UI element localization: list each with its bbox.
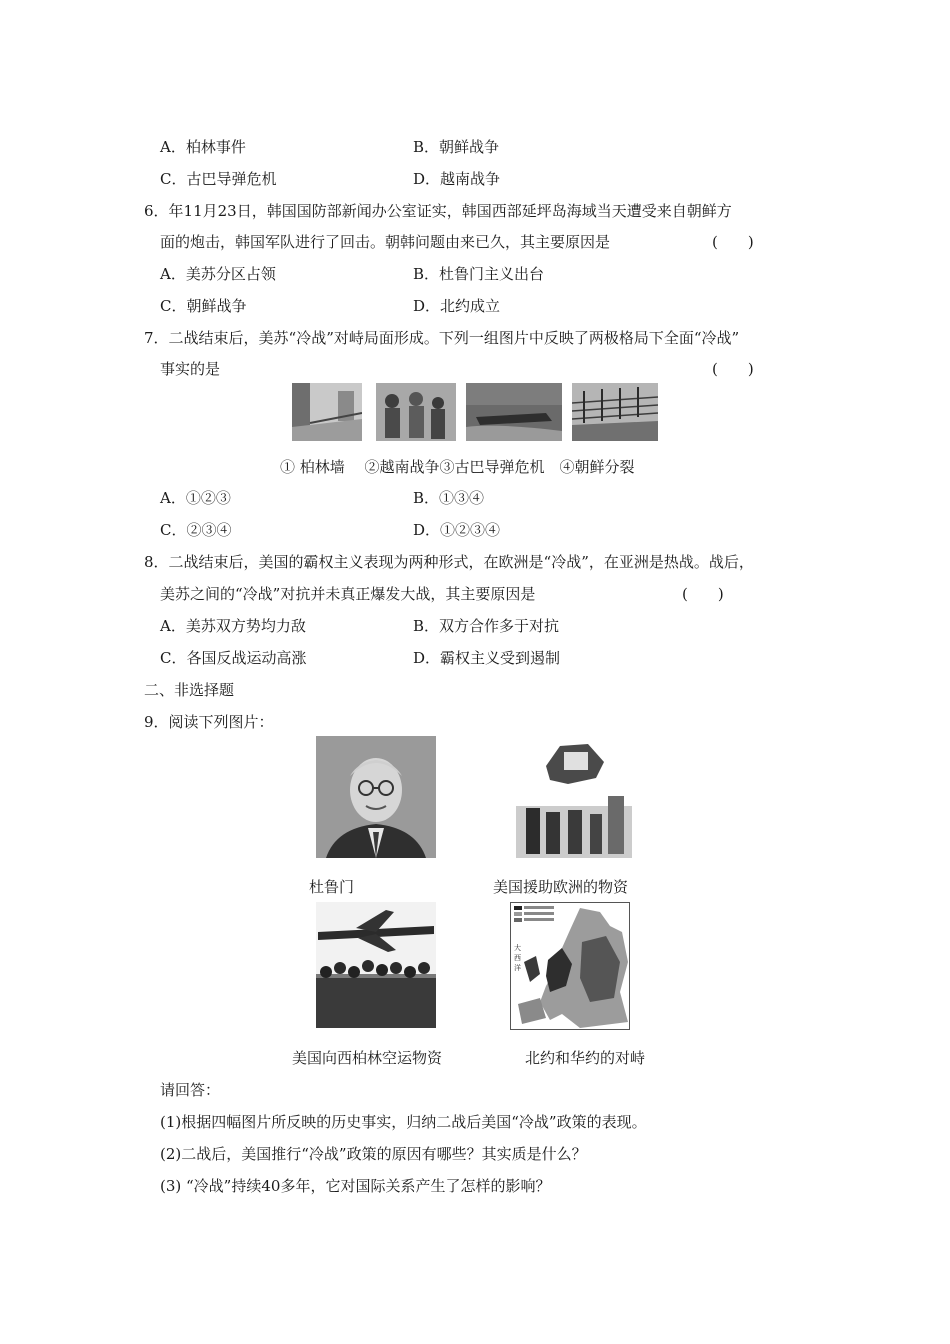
berlin-wall-photo [292, 383, 362, 441]
q9-sub1: (1)根据四幅图片所反映的历史事实，归纳二战后美国“冷战”政策的表现。 [160, 1113, 647, 1131]
q7-picture-caption: ① 柏林墙 ②越南战争③古巴导弹危机 ④朝鲜分裂 [280, 458, 635, 476]
q7-option-d: D．①②③④ [413, 521, 501, 539]
map-label-3: 洋 [514, 964, 521, 972]
q7-stem-line1: 7．二战结束后，美苏“冷战”对峙局面形成。下列一组图片中反映了两极格局下全面“冷战” [144, 329, 740, 347]
q9-sub3: (3) “冷战”持续40多年，它对国际关系产生了怎样的影响？ [160, 1177, 551, 1195]
q7-stem-line2: 事实的是 [160, 360, 221, 378]
q6-answer-paren: ( ) [712, 233, 754, 251]
us-aid-europe-photo [516, 736, 632, 858]
q8-answer-paren: ( ) [682, 585, 724, 603]
q5-option-a: A．柏林事件 [160, 138, 246, 156]
nato-warsaw-map [510, 902, 630, 1030]
map-label-2: 西 [514, 954, 521, 962]
caption-truman: 杜鲁门 [309, 878, 355, 896]
q8-option-d: D．霸权主义受到遏制 [413, 649, 561, 667]
caption-us-aid-europe: 美国援助欧洲的物资 [493, 878, 629, 896]
q6-stem-line2: 面的炮击，韩国军队进行了回击。朝韩问题由来已久，其主要原因是 [160, 233, 611, 251]
cuban-missile-crisis-photo [466, 383, 562, 441]
q7-answer-paren: ( ) [712, 360, 754, 378]
q7-option-a: A．①②③ [160, 489, 231, 507]
q8-option-a: A．美苏双方势均力敌 [160, 617, 306, 635]
q6-option-b: B．杜鲁门主义出台 [413, 265, 545, 283]
truman-portrait [316, 736, 436, 858]
berlin-airlift-photo [316, 902, 436, 1028]
q6-option-a: A．美苏分区占领 [160, 265, 276, 283]
q5-option-c: C．古巴导弹危机 [160, 170, 277, 188]
caption-berlin-airlift: 美国向西柏林空运物资 [292, 1049, 443, 1067]
q8-stem-line2: 美苏之间的“冷战”对抗并未真正爆发大战，其主要原因是 [160, 585, 536, 603]
q5-option-d: D．越南战争 [413, 170, 501, 188]
vietnam-war-photo [376, 383, 456, 441]
q9-sub2: (2)二战后，美国推行“冷战”政策的原因有哪些？其实质是什么？ [160, 1145, 587, 1163]
q5-option-b: B．朝鲜战争 [413, 138, 500, 156]
q9-stem: 9．阅读下列图片： [144, 713, 274, 731]
q7-option-c: C．②③④ [160, 521, 232, 539]
q6-option-c: C．朝鲜战争 [160, 297, 247, 315]
q8-option-c: C．各国反战运动高涨 [160, 649, 307, 667]
q6-option-d: D．北约成立 [413, 297, 501, 315]
q9-prompt: 请回答： [160, 1081, 221, 1099]
korea-division-photo [572, 383, 658, 441]
q6-stem-line1: 6．年11月23日，韩国国防部新闻办公室证实，韩国西部延坪岛海域当天遭受来自朝鲜方 [144, 202, 732, 220]
caption-nato-warsaw: 北约和华约的对峙 [525, 1049, 646, 1067]
map-label-1: 大 [514, 944, 521, 952]
q8-option-b: B．双方合作多于对抗 [413, 617, 560, 635]
q7-option-b: B．①③④ [413, 489, 485, 507]
section-title: 二、非选择题 [144, 681, 235, 699]
q8-stem-line1: 8．二战结束后，美国的霸权主义表现为两种形式，在欧洲是“冷战”，在亚洲是热战。战后， [144, 553, 754, 571]
